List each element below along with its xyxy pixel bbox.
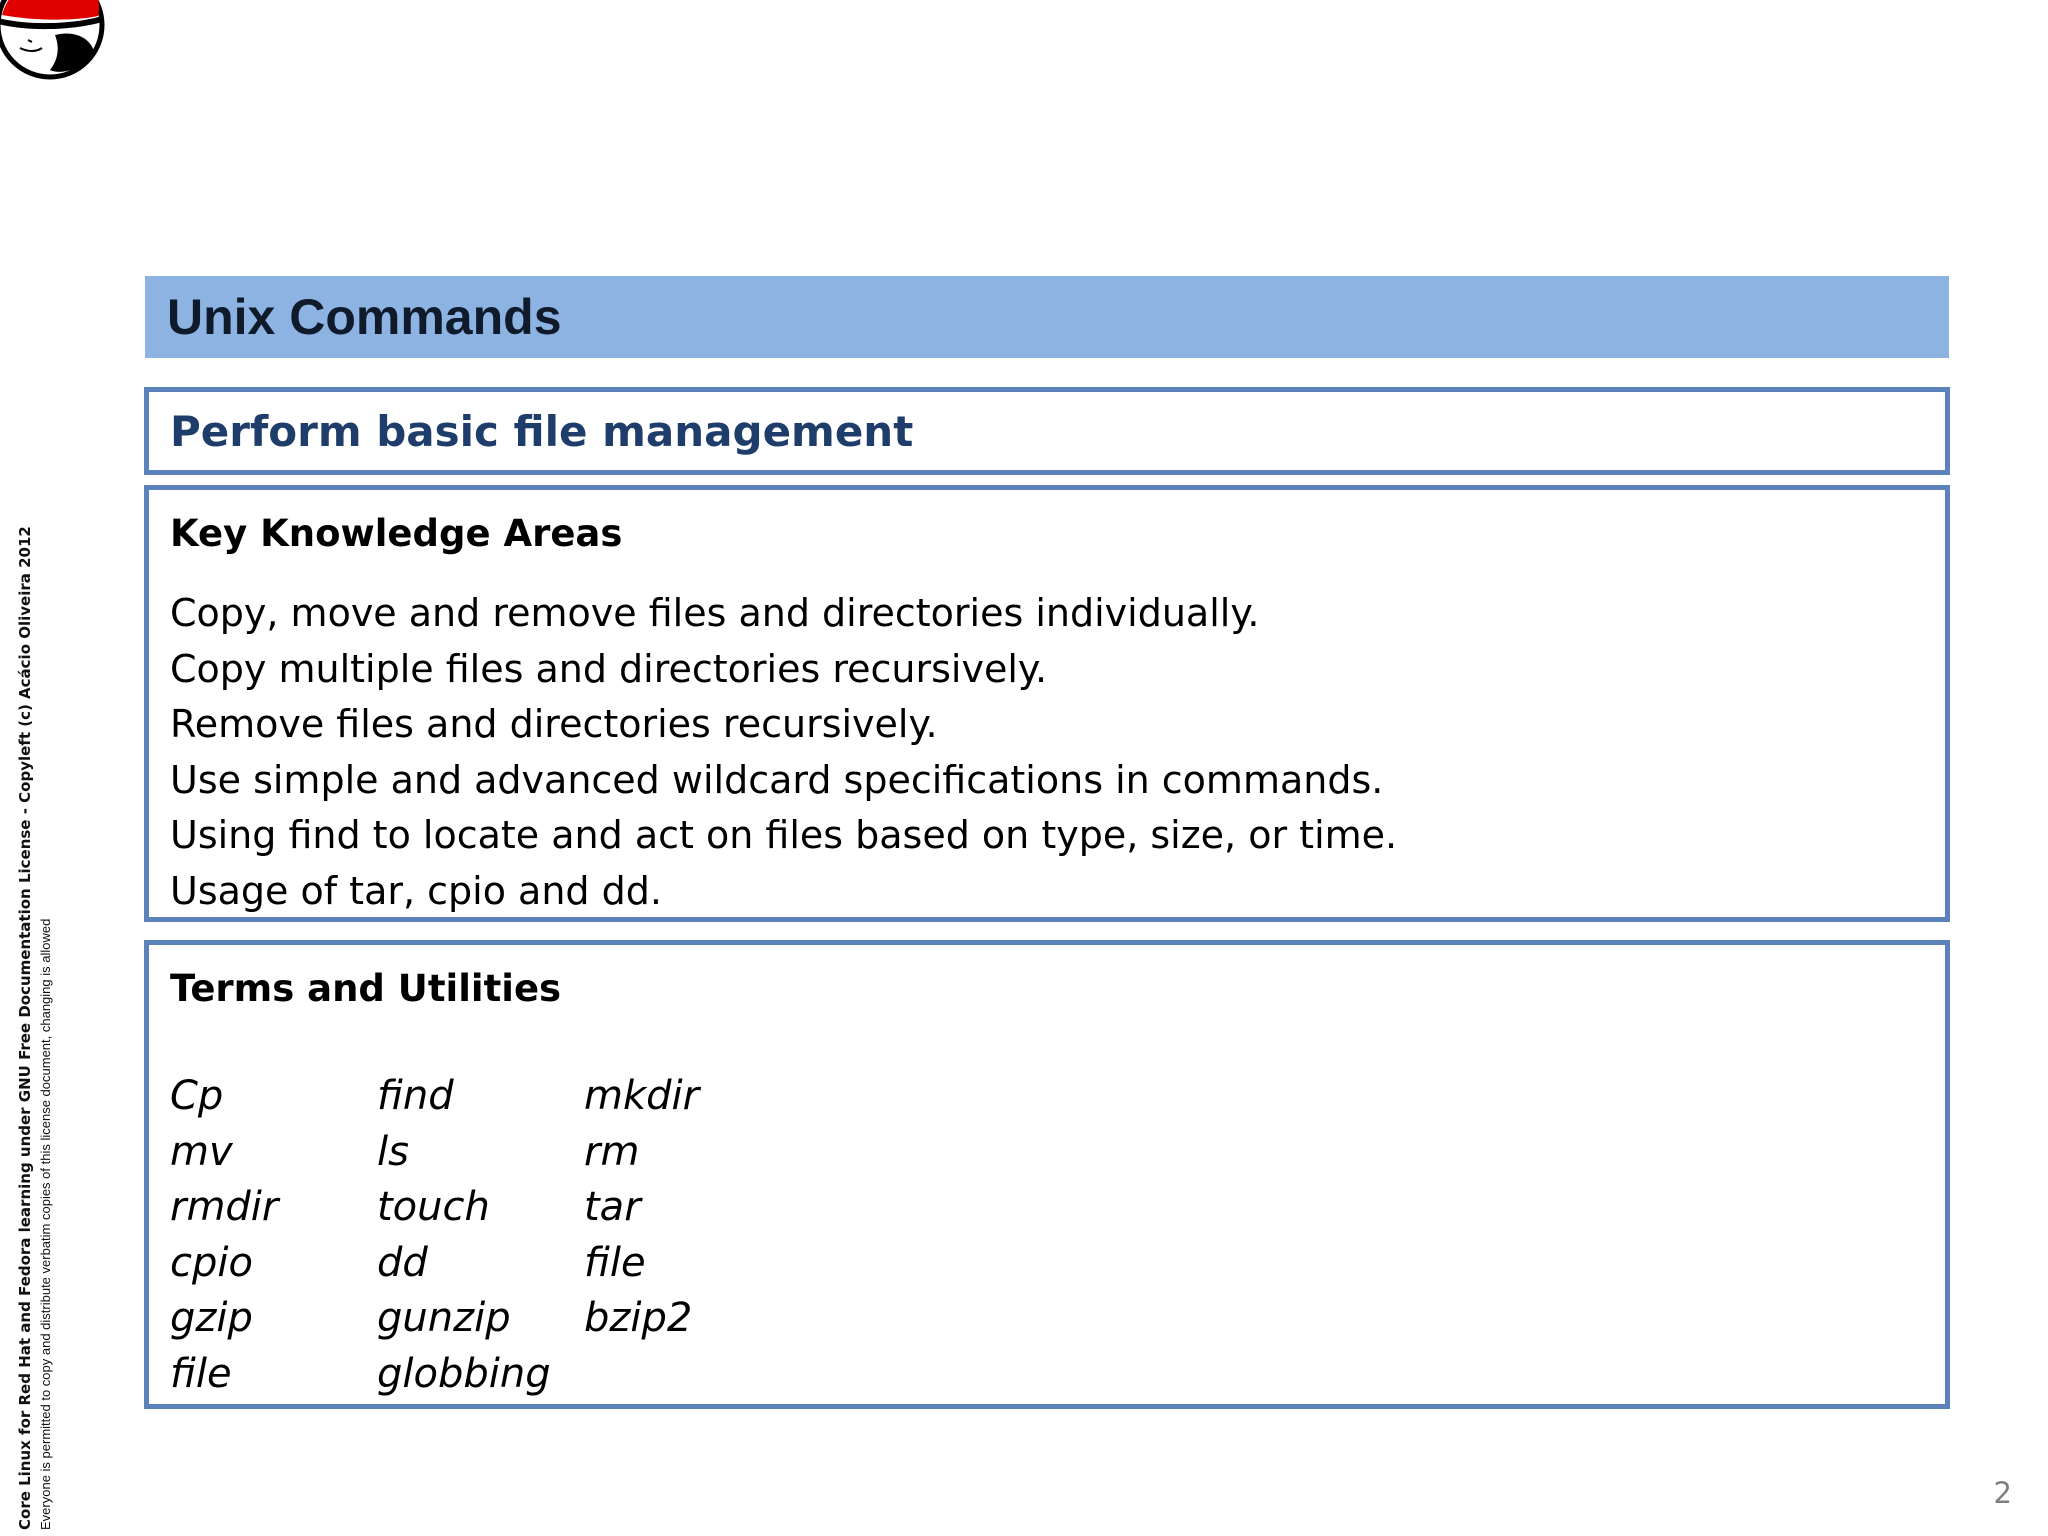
terms-heading: Terms and Utilities [170,967,562,1010]
red-hat-logo-icon [0,0,120,90]
key-knowledge-box [144,485,1950,922]
page-subtitle: Perform basic file management [170,406,914,456]
list-item: Usage of tar, cpio and dd. [170,868,662,913]
license-line-1: Core Linux for Red Hat and Fedora learning under GNU Free Documentation License - Copyleft (c) Acácio Oliveira 2012 [16,526,34,1530]
term: file [584,1239,646,1286]
terms-grid [170,1069,1924,1402]
term: touch [377,1184,490,1230]
term: globbing [377,1350,551,1397]
term: dd [377,1239,428,1286]
term: mv [170,1128,233,1175]
term: tar [584,1184,641,1230]
term: gunzip [377,1295,511,1341]
term: cpio [170,1239,253,1286]
term: ls [377,1128,409,1175]
term: file [170,1350,232,1397]
subtitle-box [144,387,1950,475]
term: bzip2 [584,1295,693,1341]
list-item: Copy, move and remove files and directories individually. [170,591,1260,635]
key-knowledge-heading: Key Knowledge Areas [170,512,623,555]
term: gzip [170,1295,253,1341]
term: rm [584,1128,640,1175]
terms-box [144,940,1950,1409]
page-title: Unix Commands [167,289,562,345]
list-item: Use simple and advanced wildcard specifications in commands. [170,757,1384,802]
term [584,1347,791,1403]
list-item: Remove files and directories recursively. [170,702,938,746]
license-note [16,526,54,1530]
term: find [377,1073,454,1119]
term: Cp [170,1073,224,1119]
title-bar [145,276,1949,358]
term: rmdir [170,1184,279,1230]
term: mkdir [584,1073,700,1119]
license-line-2: Everyone is permitted to copy and distribute verbatim copies of this license document, changing is allowed [38,918,53,1530]
page-number: 2 [1993,1476,2012,1510]
list-item: Using find to locate and act on files based on type, size, or time. [170,813,1398,857]
key-knowledge-list [170,586,1924,919]
list-item: Copy multiple files and directories recursively. [170,646,1048,691]
